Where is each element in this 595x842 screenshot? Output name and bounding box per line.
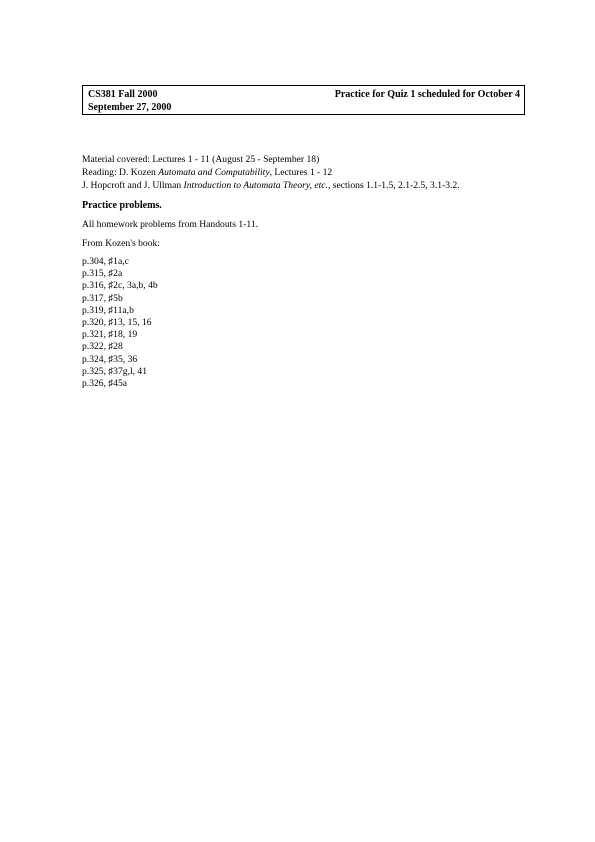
problem-item: p.315, ♯2a (82, 268, 123, 280)
reading-kozen (82, 166, 527, 179)
problem-item: p.322, ♯28 (82, 341, 123, 353)
kozen-intro: From Kozen's book: (82, 238, 160, 249)
course-title: CS381 Fall 2000 (88, 89, 158, 100)
reading-hopcroft-book: Introduction to Automata Theory, etc. (183, 180, 328, 191)
practice-heading: Practice problems. (82, 200, 162, 211)
problem-item: p.304, ♯1a,c (82, 256, 129, 267)
problem-item: p.320, ♯13, 15, 16 (82, 317, 152, 329)
homework-note: All homework problems from Handouts 1-11. (82, 219, 259, 230)
problem-item: p.319, ♯11a,b (82, 304, 134, 316)
reading-kozen-suffix: , Lectures 1 - 12 (269, 167, 333, 178)
quiz-title: Practice for Quiz 1 scheduled for October 4 (334, 89, 520, 100)
problem-item: p.326, ♯45a (82, 378, 128, 390)
reading-hopcroft-suffix: , sections 1.1-1.5, 2.1-2.5, 3.1-3.2. (327, 180, 460, 191)
reading-kozen-book: Automata and Computability (158, 167, 270, 178)
problem-item: p.316, ♯2c, 3a,b, 4b (82, 280, 158, 292)
problem-item: p.317, ♯5b (82, 292, 123, 304)
material-covered: Material covered: Lectures 1 - 11 (August 25 - September 18) (82, 154, 320, 165)
reading-kozen-prefix: Reading: D. Kozen (82, 167, 159, 178)
problem-item: p.325, ♯37g,l, 41 (82, 365, 148, 377)
reading-hopcroft (82, 179, 527, 192)
reading-hopcroft-prefix: J. Hopcroft and J. Ullman (82, 180, 184, 191)
problem-item: p.324, ♯35, 36 (82, 353, 138, 365)
problem-list (82, 256, 527, 390)
document-body (82, 153, 527, 390)
header-date: September 27, 2000 (88, 102, 172, 113)
header-row (88, 88, 520, 101)
header-box (82, 85, 525, 115)
problem-item: p.321, ♯18, 19 (82, 329, 138, 341)
